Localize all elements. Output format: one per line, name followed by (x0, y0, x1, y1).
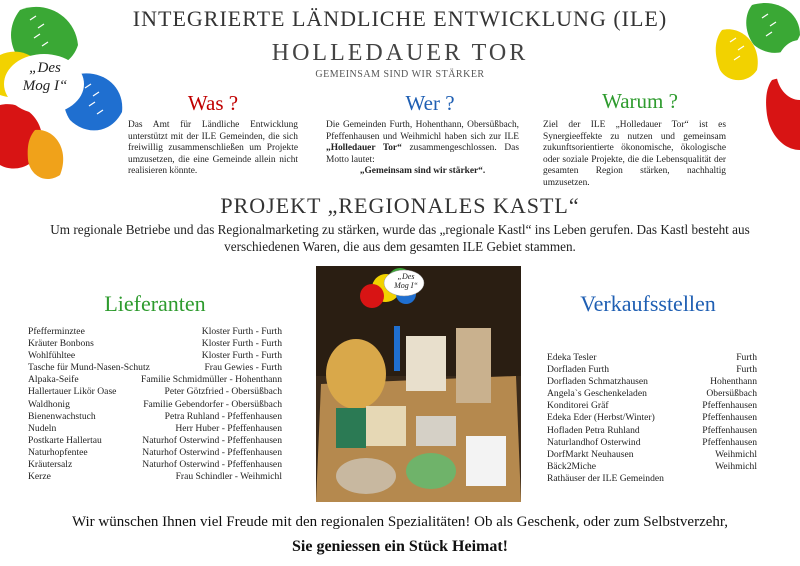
wer-text (326, 120, 519, 178)
product-nudeln (326, 339, 386, 409)
verkaufsstelle-place: Furth (736, 364, 757, 376)
project-text: Um regionale Betriebe und das Regionalmarketing zu stärken, wurde das „regionale Kastl“ ins Leben gerufen. Das Kastl besteht aus verschiedenen Waren, die aus dem gesamten ILE Gebiet stammen. (50, 222, 750, 254)
lieferant-row (28, 326, 282, 338)
page-title: INTEGRIERTE LÄNDLICHE ENTWICKLUNG (ILE) (132, 6, 668, 31)
verkaufsstelle-shop: Dorfladen Schmatzhausen (547, 376, 648, 388)
lieferant-row (28, 423, 282, 435)
lieferant-row (28, 338, 282, 350)
lieferant-supplier: Naturhof Osterwind - Pfeffenhausen (142, 459, 282, 471)
wer-heading: Wer ? (405, 91, 455, 115)
hop-leaf-orange-icon (28, 130, 64, 179)
lieferant-product: Waldhonig (28, 398, 70, 410)
product-tasche (406, 453, 456, 489)
logo-text-line1: „Des (29, 60, 61, 76)
verkaufsstellen-list (547, 352, 757, 485)
lieferant-row (28, 386, 282, 398)
footer-line1: Wir wünschen Ihnen viel Freude mit den regionalen Spezialitäten! Ob als Geschenk, oder zum Selbstverzehr, (71, 514, 729, 530)
verkaufsstelle-row (547, 425, 757, 437)
logo-text-line2: Mog I“ (22, 78, 68, 94)
project-heading: PROJEKT „REGIONALES KASTL“ (220, 193, 580, 218)
product-honey-dipper (394, 326, 400, 371)
verkaufsstelle-shop: DorfMarkt Neuhausen (547, 448, 634, 460)
verkaufsstelle-shop: Dorfladen Furth (547, 364, 610, 376)
verkaufsstelle-row (547, 412, 757, 424)
verkaufsstelle-row (547, 461, 757, 473)
lieferant-supplier: Familie Gebendorfer - Obersüßbach (143, 398, 282, 410)
verkaufsstelle-place: Weihmichl (715, 460, 757, 472)
lieferant-row (28, 435, 282, 447)
photo-logo-text (386, 272, 426, 290)
verkaufsstelle-row (547, 437, 757, 449)
verkaufsstelle-shop: Konditorei Gräf (547, 400, 609, 412)
lieferant-product: Tasche für Mund-Nasen-Schutz (28, 362, 150, 374)
verkaufsstelle-row (547, 449, 757, 461)
footer-line2: Sie geniessen ein Stück Heimat! (292, 538, 508, 555)
product-postkarte (416, 416, 456, 446)
verkaufsstelle-shop: Edeka Tesler (547, 352, 597, 363)
verkaufsstelle-shop: Hofladen Petra Ruhland (547, 424, 640, 436)
lieferant-product: Kräuter Bonbons (28, 338, 94, 350)
lieferant-supplier: Naturhof Osterwind - Pfeffenhausen (142, 434, 282, 446)
lieferant-supplier: Familie Schmidmüller - Hohenthann (141, 374, 282, 386)
wer-text-part2: zusammengeschlossen. Das Motto lautet: (326, 143, 519, 165)
lieferant-supplier: Kloster Furth - Furth (201, 326, 282, 337)
verkaufsstellen-heading: Verkaufsstellen (580, 291, 716, 316)
verkaufsstelle-place: Pfeffenhausen (702, 412, 757, 424)
lieferant-supplier: Herr Huber - Pfeffenhausen (175, 422, 282, 434)
lieferant-row (28, 447, 282, 459)
product-bonbons (336, 458, 396, 494)
verkaufsstelle-place: Pfeffenhausen (702, 424, 757, 436)
verkaufsstelle-place: Furth (736, 352, 757, 363)
product-bienenwachstuch (466, 436, 506, 486)
lieferanten-heading: Lieferanten (104, 291, 206, 316)
lieferant-supplier: Naturhof Osterwind - Pfeffenhausen (142, 446, 282, 458)
verkaufsstelle-place: Obersüßbach (706, 388, 757, 400)
lieferant-product: Kerze (28, 471, 51, 483)
verkaufsstelle-place: Weihmichl (715, 448, 757, 460)
lieferant-product: Naturhopfentee (28, 446, 88, 458)
wer-text-ile-name: „Holledauer Tor“ (326, 143, 402, 154)
was-text: Das Amt für Ländliche Entwicklung unterstützt mit der ILE Gemeinden, die sich freiwillig zusammenschließen um Projekte umzusetzen, die eine Gemeinde allein nicht realisieren könnte. (128, 120, 298, 177)
lieferant-product: Pfefferminztee (28, 326, 85, 337)
lieferant-row (28, 362, 282, 374)
verkaufsstelle-shop: Angela`s Geschenkeladen (547, 388, 647, 400)
lieferant-product: Nudeln (28, 422, 57, 434)
lieferant-product: Bienenwachstuch (28, 410, 96, 422)
verkaufsstelle-row (547, 376, 757, 388)
verkaufsstelle-place: Pfeffenhausen (702, 436, 757, 448)
lieferant-supplier: Peter Götzfried - Obersüßbach (164, 386, 282, 398)
lieferant-product: Alpaka-Seife (28, 374, 79, 386)
product-kerze (336, 408, 366, 448)
lieferanten-list (28, 326, 282, 483)
was-heading: Was ? (187, 91, 239, 115)
product-tea-bag (456, 328, 491, 403)
lieferant-product: Hallertauer Likör Oase (28, 386, 117, 398)
lieferant-row (28, 399, 282, 411)
lieferant-row (28, 459, 282, 471)
verkaufsstelle-row (547, 473, 757, 485)
product-card (406, 336, 446, 391)
kastl-photo (316, 266, 521, 502)
lieferant-supplier: Petra Ruhland - Pfeffenhausen (164, 410, 282, 422)
lieferant-product: Kräutersalz (28, 459, 73, 471)
lieferant-product: Wohlfühltee (28, 350, 76, 362)
product-seife (366, 406, 406, 446)
wer-text-part1: Die Gemeinden Furth, Hohenthann, Obersüßbach, Pfeffenhausen und Weihmichl haben sich zur ILE (326, 120, 519, 142)
lieferant-product: Postkarte Hallertau (28, 434, 102, 446)
lieferant-supplier: Kloster Furth - Furth (201, 350, 282, 362)
lieferant-row (28, 411, 282, 423)
verkaufsstelle-shop: Edeka Eder (Herbst/Winter) (547, 412, 655, 424)
photo-logo-text-line1: „Des (397, 272, 415, 281)
verkaufsstelle-shop: Bäck2Miche (547, 460, 597, 472)
lieferant-supplier: Frau Gewies - Furth (204, 362, 282, 374)
verkaufsstelle-shop: Naturlandhof Osterwind (547, 436, 641, 448)
lieferant-row (28, 374, 282, 386)
lieferant-row (28, 350, 282, 362)
wer-motto: „Gemeinsam sind wir stärker“. (359, 166, 486, 177)
verkaufsstelle-row (547, 388, 757, 400)
verkaufsstelle-row (547, 352, 757, 364)
verkaufsstelle-place: Pfeffenhausen (702, 400, 757, 412)
warum-text: Ziel der ILE „Holledauer Tor“ ist es Synergieeffekte zu nutzen und gemeinsam zukunftsorientierte ökonomische, ökologische oder soziale Projekte, die die Lebensqualität der gesamten Region stärken, nachhaltig umzusetzen. (543, 120, 726, 188)
lieferant-row (28, 471, 282, 483)
lieferant-supplier: Frau Schindler - Weihmichl (175, 471, 282, 483)
warum-heading: Warum ? (602, 89, 678, 113)
verkaufsstelle-row (547, 400, 757, 412)
page-subtitle: HOLLEDAUER TOR (271, 40, 529, 66)
verkaufsstelle-shop: Rathäuser der ILE Gemeinden (547, 472, 664, 484)
verkaufsstelle-row (547, 364, 757, 376)
photo-logo-text-line2: Mog I“ (394, 281, 418, 290)
lieferant-supplier: Kloster Furth - Furth (201, 338, 282, 350)
slogan: GEMEINSAM SIND WIR STÄRKER (315, 69, 485, 80)
verkaufsstelle-place: Hohenthann (710, 376, 757, 388)
